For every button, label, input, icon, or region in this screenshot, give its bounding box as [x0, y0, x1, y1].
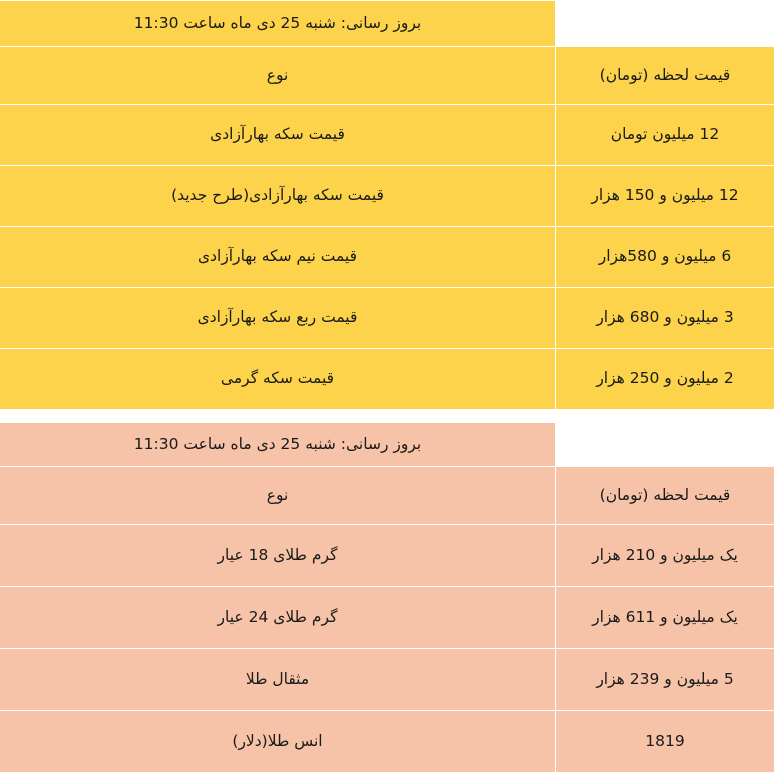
table-row	[0, 587, 775, 649]
coin-price-value: 12 میلیون تومان	[556, 105, 775, 166]
gold-header-type: نوع	[0, 467, 556, 525]
coin-price-value: 6 میلیون و 580هزار	[556, 227, 775, 288]
gold-type-label: انس طلا(دلار)	[0, 711, 556, 773]
gold-price-value: 1819	[556, 711, 775, 773]
coin-table-header-row	[0, 47, 775, 105]
table-row	[0, 166, 775, 227]
coin-type-label: قیمت سکه گرمی	[0, 349, 556, 410]
gold-price-value: یک میلیون و 210 هزار	[556, 525, 775, 587]
gold-type-label: مثقال طلا	[0, 649, 556, 711]
table-row	[0, 105, 775, 166]
table-row	[0, 525, 775, 587]
gold-header-price: قیمت لحظه (تومان)	[556, 467, 775, 525]
gold-table-caption-row	[0, 423, 775, 467]
gold-price-value: یک میلیون و 611 هزار	[556, 587, 775, 649]
coin-type-label: قیمت سکه بهارآزادی(طرح جدید)	[0, 166, 556, 227]
table-row	[0, 349, 775, 410]
gold-prices-table	[0, 422, 775, 773]
gold-table-update-caption: بروز رسانی: شنبه 25 دی ماه ساعت 11:30	[0, 423, 556, 467]
table-row	[0, 649, 775, 711]
table-row	[0, 288, 775, 349]
gold-table-header-row	[0, 467, 775, 525]
coin-type-label: قیمت سکه بهارآزادی	[0, 105, 556, 166]
caption-spacer-right	[556, 1, 775, 47]
table-row	[0, 711, 775, 773]
coin-price-value: 2 میلیون و 250 هزار	[556, 349, 775, 410]
coin-header-price: قیمت لحظه (تومان)	[556, 47, 775, 105]
coin-table-update-caption: بروز رسانی: شنبه 25 دی ماه ساعت 11:30	[0, 1, 556, 47]
table-row	[0, 227, 775, 288]
gold-type-label: گرم طلای 24 عیار	[0, 587, 556, 649]
coin-price-value: 12 میلیون و 150 هزار	[556, 166, 775, 227]
coin-type-label: قیمت ربع سکه بهارآزادی	[0, 288, 556, 349]
gold-price-value: 5 میلیون و 239 هزار	[556, 649, 775, 711]
caption-spacer-right	[556, 423, 775, 467]
coin-table-caption-row	[0, 1, 775, 47]
gold-type-label: گرم طلای 18 عیار	[0, 525, 556, 587]
table-divider	[0, 410, 775, 422]
coin-type-label: قیمت نیم سکه بهارآزادی	[0, 227, 556, 288]
coin-price-value: 3 میلیون و 680 هزار	[556, 288, 775, 349]
coin-header-type: نوع	[0, 47, 556, 105]
